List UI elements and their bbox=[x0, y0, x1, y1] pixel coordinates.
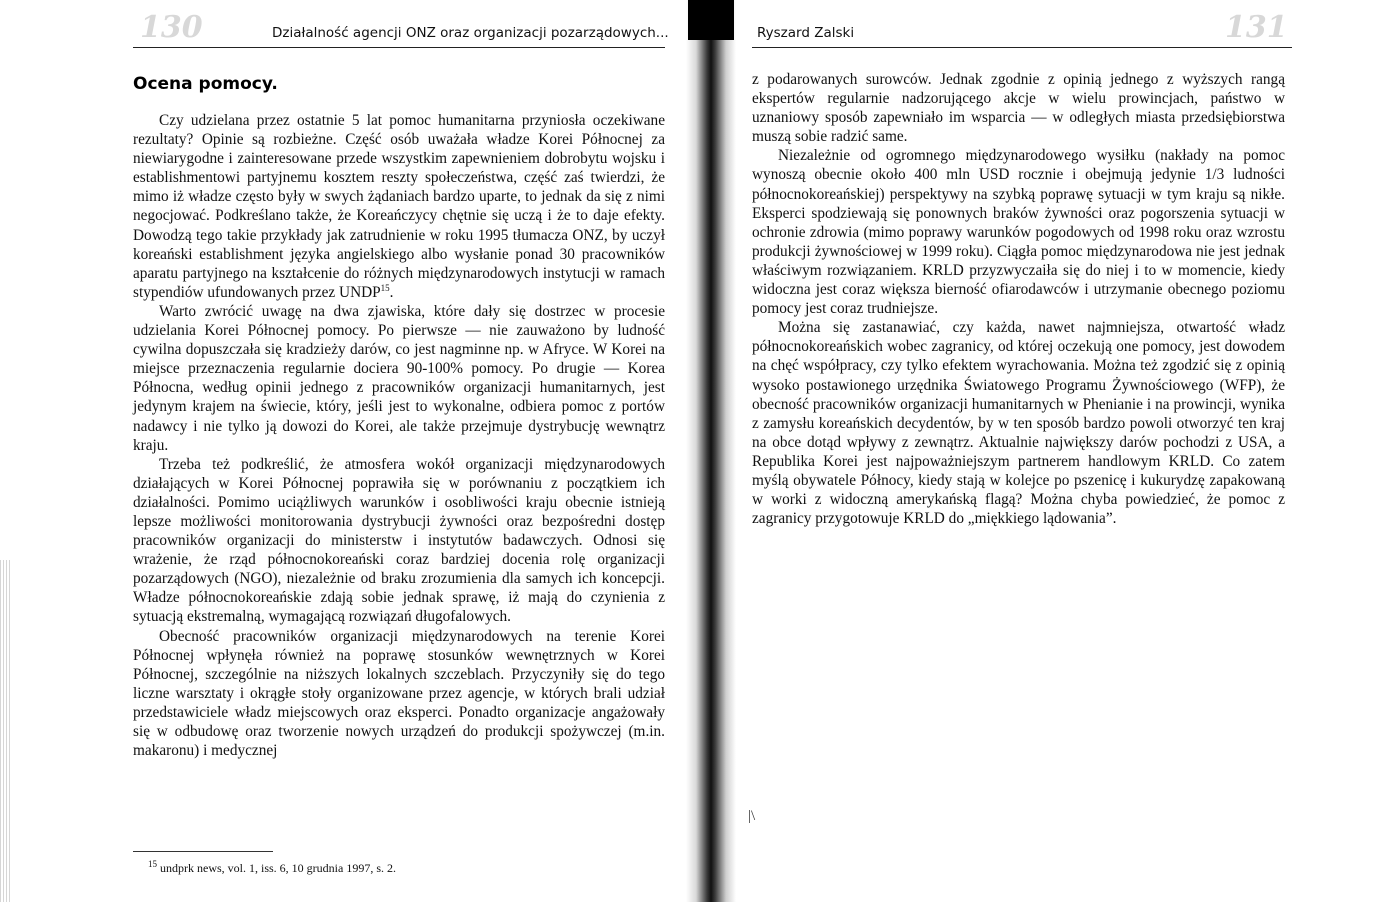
page-number-right: 131 bbox=[1225, 10, 1288, 45]
paragraph: z podarowanych surowców. Jednak zgodnie z opinią jednego z wyższych rangą ekspertów regularnie nadzorującego akcje w wielu prowincjach, państwo w uznaniowy sposób zapewniało im wsparcia — w odległych miasta przedsiębiorstwa muszą sobie radzić same. bbox=[752, 71, 1285, 146]
paragraph: Trzeba też podkreślić, że atmosfera wokół organizacji międzynarodowych działających w Korei Północnej poprawiła się w porównaniu z początkiem ich działalności. Pomimo uciążliwych warunków i osobliwości kraju obecnie istnieją lepsze możliwości monitorowania dystrybucji żywności oraz bezpośredni dostęp pracowników organizacji do ministerstw i instytutów badawczych. Odnosi się wrażenie, że rząd północnokoreański coraz bardziej docenia rolę organizacji pozarządowych (NGO), niezależnie od braku zrozumienia dla samych ich koncepcji. Władze północnokoreańskie zdają sobie jednak sprawę, iż mają do czynienia z sytuacją ekstremalną, wymagającą rozwiązań długofalowych. bbox=[133, 455, 665, 626]
paragraph: Można się zastanawiać, czy każda, nawet najmniejsza, otwartość władz północnokoreańskich wobec zagranicy, od której oczekują one pomocy, jest dowodem na chęć współpracy, czy tylko efektem wyrachowania. Można też zgodzić się z opinią wysoko postawionego urzędnika Światowego Programu Żywnościowego (WFP), że obecność pracowników organizacji humanitarnych w Phenianie i na prowincji, wynika z zamysłu koreańskich decydentów, by w ten sposób bardzo powoli otworzyć ten kraj na obce dotąd wpływy z zewnątrz. Aktualnie największy darów pochodzi z USA, a Republika Korei jest najpoważniejszym partnerem handlowym KRLD. Co zatem myślą obywatele Północy, kiedy stają w kolejce po pszenicę i kukurydzę zapakowaną w worki z widoczną amerykańską flagą? Można chyba powiedzieć, że pomoc z zagranicy przygotowuje KRLD do „miękkiego lądowania”. bbox=[752, 319, 1285, 528]
left-body-text bbox=[133, 111, 665, 760]
page-number-left: 130 bbox=[140, 10, 203, 45]
paragraph: Czy udzielana przez ostatnie 5 lat pomoc humanitarna przyniosła oczekiwane rezultaty? Opinie są rozbieżne. Część osób uważała władze Korei Północnej za niewiarygodne i zainteresowane przede wszystkim zapewnieniem dobrobytu wojsku i establishmentowi partyjnemu kosztem reszty społeczeństwa, część zaś twierdzi, że mimo iż władze często były w swych żądaniach bardzo uparte, to jednak da się z nimi negocjować. Podkreślano także, że Koreańczycy chętnie się uczą i że to daje efekty. Dowodzą tego takie przykłady jak zatrudnienie w roku 1995 tłumacza ONZ, by uczył koreański establishment języka angielskiego albo wysłanie ponad 30 pracowników aparatu partyjnego na kształcenie do różnych międzynarodowych instytucji w ramach stypendiów ufundowanych przez UNDP$^{15}$. bbox=[133, 112, 665, 301]
footnote-reference: 15 bbox=[380, 282, 390, 293]
paragraph: Obecność pracowników organizacji międzynarodowych na terenie Korei Północnej wpłynęła również na poprawę stosunków wewnętrznych w Korei Północnej, szczególnie na niższych lokalnych szczeblach. Przyczyniły się do tego liczne warsztaty i okrągłe stoły organizowane przez agencje, w których brali udział przedstawiciele władz miejscowych oraz eksperci. Ponadto organizacje angażowały się w odbudowę oraz tworzenie nowych urządzeń do produkcji spożywczej (m.in. makaronu) i medycznej bbox=[133, 627, 665, 760]
scan-edge-artifact bbox=[0, 560, 10, 902]
paragraph: Warto zwrócić uwagę na dwa zjawiska, które dały się dostrzec w procesie udzielania Korei Północnej pomocy. Po pierwsze — nie zauważono by ludność cywilna dopuszczała się kradzieży darów, co jest nagminne np. w Afryce. W Korei na miejsce przeznaczenia regularnie dociera 90-100% pomocy. Po drugie — Korea Północna, według opinii jednego z pracowników organizacji humanitarnych, jest jedynym krajem na świecie, który, jeśli jest to wykonalne, odbiera pomoc z portów nadawcy i nie tylko ją dowozi do Korei, ale także przejmuje dystrybucję wewnątrz kraju. bbox=[133, 302, 665, 454]
right-body-text bbox=[752, 70, 1285, 528]
running-head-left: Działalność agencji ONZ oraz organizacji pozarządowych... bbox=[272, 25, 669, 41]
footnote-rule bbox=[133, 851, 273, 852]
running-head-right: Ryszard Zalski bbox=[757, 25, 855, 41]
stray-mark: |\ bbox=[748, 808, 756, 824]
header-rule-left bbox=[133, 47, 665, 48]
footnote: $^{15}$ undprk news, vol. 1, iss. 6, 10 grudnia 1997, s. 2. bbox=[148, 859, 396, 875]
section-heading: Ocena pomocy. bbox=[133, 74, 278, 94]
header-rule-right bbox=[752, 47, 1292, 48]
paragraph: Niezależnie od ogromnego międzynarodowego wysiłku (nakłady na pomoc wynoszą obecnie około 400 mln USD rocznie i obejmują jedynie 1/3 ludności północnokoreańskiej) perspektywy na szybką poprawę sytuacji w tym kraju są nikłe. Eksperci spodziewają się ponownych braków żywności oraz pogorszenia sytuacji w ochronie zdrowia (mimo poprawy warunków pogodowych od 1998 roku oraz wzrostu produkcji żywnościowej w 1999 roku). Ciągła pomoc międzynarodowa nie jest jednak właściwym rozwiązaniem. KRLD przyzwyczaiła się do niej i to w momencie, kiedy widoczna jest coraz większa bierność ofiarodawców i utrzymanie obecnego poziomu pomocy jest coraz trudniejsze. bbox=[752, 147, 1285, 318]
